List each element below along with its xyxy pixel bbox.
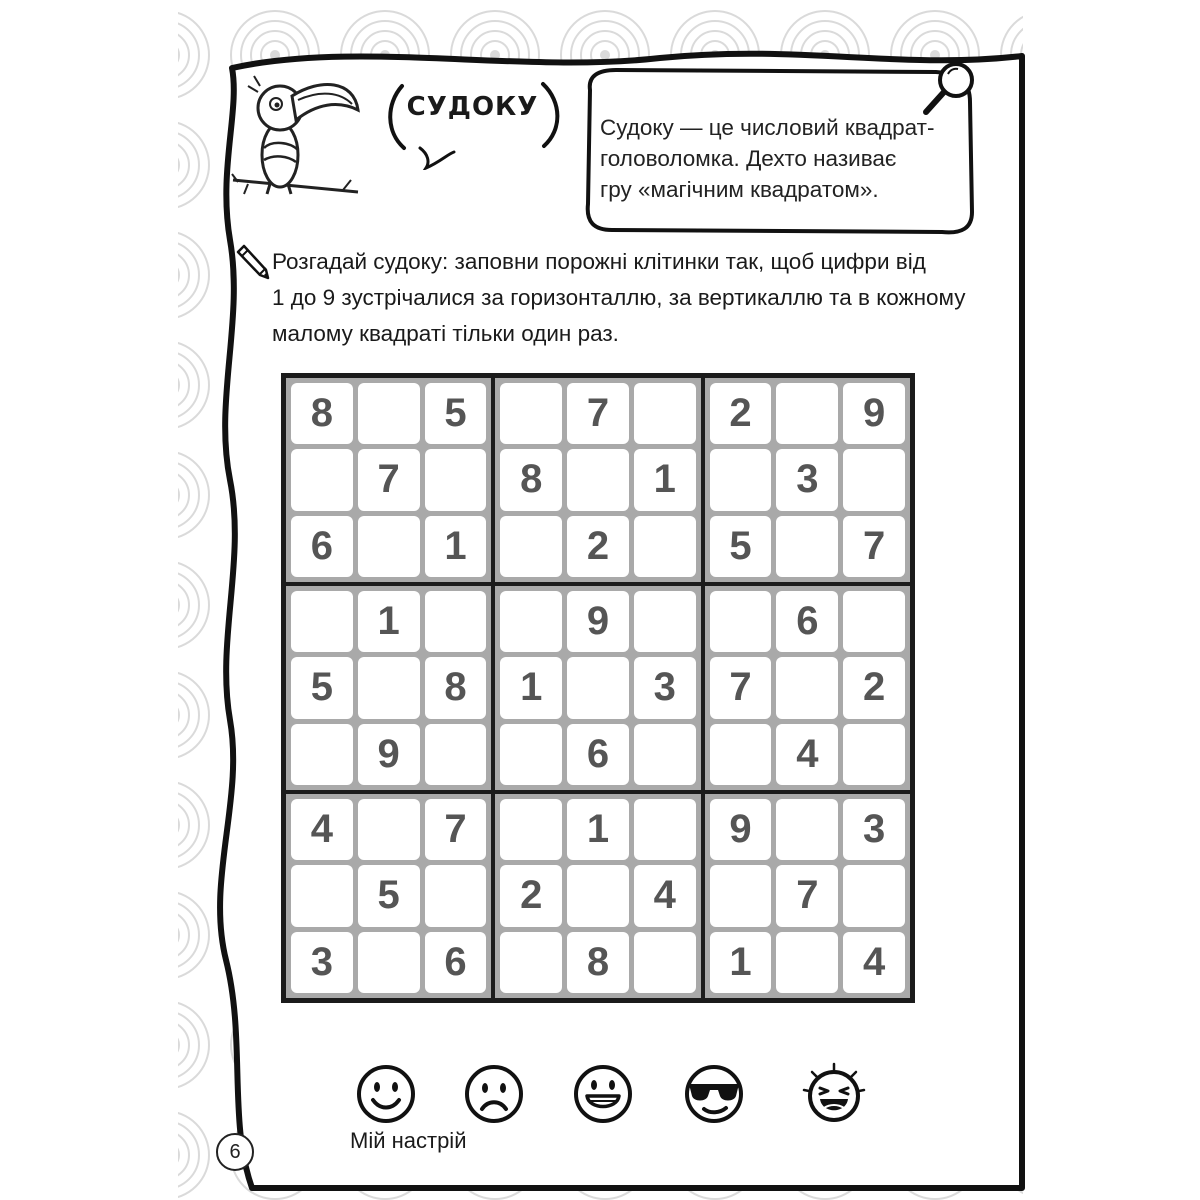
- sudoku-empty-cell[interactable]: [567, 657, 629, 718]
- sudoku-given-cell: 2: [843, 657, 905, 718]
- magnifier-icon: [918, 58, 980, 120]
- sudoku-empty-cell[interactable]: [425, 449, 487, 510]
- sudoku-box: [495, 586, 700, 790]
- sudoku-given-cell: 4: [291, 799, 353, 860]
- sudoku-empty-cell[interactable]: [500, 383, 562, 444]
- sudoku-empty-cell[interactable]: [567, 865, 629, 926]
- sudoku-given-cell: 9: [567, 591, 629, 652]
- sudoku-empty-cell[interactable]: [843, 865, 905, 926]
- sudoku-empty-cell[interactable]: [776, 799, 838, 860]
- sudoku-empty-cell[interactable]: [776, 932, 838, 993]
- sudoku-given-cell: 4: [776, 724, 838, 785]
- sudoku-given-cell: 9: [843, 383, 905, 444]
- sudoku-given-cell: 7: [358, 449, 420, 510]
- mood-label: Мій настрій: [350, 1128, 467, 1153]
- sudoku-box: [705, 586, 910, 790]
- sudoku-empty-cell[interactable]: [500, 516, 562, 577]
- sudoku-given-cell: 8: [425, 657, 487, 718]
- pencil-icon: [236, 240, 272, 280]
- instructions: [272, 244, 966, 352]
- sudoku-given-cell: 1: [425, 516, 487, 577]
- sudoku-given-cell: 2: [500, 865, 562, 926]
- sudoku-box: [495, 794, 700, 998]
- sudoku-empty-cell[interactable]: [710, 449, 772, 510]
- mood-icons: [340, 1058, 900, 1138]
- sudoku-given-cell: 5: [710, 516, 772, 577]
- sudoku-empty-cell[interactable]: [425, 591, 487, 652]
- sudoku-given-cell: 8: [567, 932, 629, 993]
- sudoku-given-cell: 5: [425, 383, 487, 444]
- sudoku-empty-cell[interactable]: [425, 865, 487, 926]
- sudoku-given-cell: 7: [710, 657, 772, 718]
- info-line: гру «магічним квадратом».: [600, 177, 879, 202]
- sudoku-given-cell: 7: [843, 516, 905, 577]
- sudoku-given-cell: 7: [776, 865, 838, 926]
- sudoku-given-cell: 8: [500, 449, 562, 510]
- sudoku-empty-cell[interactable]: [710, 591, 772, 652]
- sudoku-given-cell: 8: [291, 383, 353, 444]
- sudoku-empty-cell[interactable]: [843, 724, 905, 785]
- instruction-line: малому квадраті тільки один раз.: [272, 321, 619, 346]
- sudoku-given-cell: 7: [425, 799, 487, 860]
- toucan-mascot-icon: [228, 70, 363, 220]
- sudoku-empty-cell[interactable]: [710, 724, 772, 785]
- sudoku-empty-cell[interactable]: [634, 516, 696, 577]
- sudoku-given-cell: 1: [358, 591, 420, 652]
- instruction-line: 1 до 9 зустрічалися за горизонталлю, за вертикаллю та в кожному: [272, 285, 966, 310]
- sudoku-empty-cell[interactable]: [776, 657, 838, 718]
- page-number: 6: [216, 1133, 254, 1171]
- sudoku-empty-cell[interactable]: [358, 383, 420, 444]
- sudoku-empty-cell[interactable]: [634, 591, 696, 652]
- info-line: головоломка. Дехто називає: [600, 146, 897, 171]
- sudoku-empty-cell[interactable]: [567, 449, 629, 510]
- sudoku-empty-cell[interactable]: [843, 591, 905, 652]
- sudoku-grid: [281, 373, 915, 1003]
- instruction-line: Розгадай судоку: заповни порожні клітинки так, щоб цифри від: [272, 249, 926, 274]
- sudoku-box: [705, 378, 910, 582]
- sudoku-given-cell: 9: [710, 799, 772, 860]
- sudoku-empty-cell[interactable]: [291, 865, 353, 926]
- laughing-icon[interactable]: [798, 1058, 870, 1130]
- sudoku-given-cell: 3: [843, 799, 905, 860]
- sudoku-given-cell: 1: [567, 799, 629, 860]
- info-line: Судоку — це числовий квадрат-: [600, 115, 935, 140]
- sudoku-given-cell: 6: [567, 724, 629, 785]
- sudoku-empty-cell[interactable]: [776, 383, 838, 444]
- grin-icon[interactable]: [567, 1058, 639, 1130]
- sudoku-empty-cell[interactable]: [358, 932, 420, 993]
- page-title: СУДОКУ: [406, 92, 539, 122]
- sudoku-given-cell: 3: [776, 449, 838, 510]
- sudoku-empty-cell[interactable]: [425, 724, 487, 785]
- sudoku-given-cell: 6: [425, 932, 487, 993]
- sudoku-empty-cell[interactable]: [291, 449, 353, 510]
- sudoku-empty-cell[interactable]: [634, 724, 696, 785]
- sudoku-empty-cell[interactable]: [358, 657, 420, 718]
- sudoku-given-cell: 6: [291, 516, 353, 577]
- sudoku-box: [495, 378, 700, 582]
- sudoku-empty-cell[interactable]: [291, 591, 353, 652]
- sudoku-box: [286, 378, 491, 582]
- sudoku-given-cell: 3: [634, 657, 696, 718]
- sudoku-given-cell: 2: [710, 383, 772, 444]
- sudoku-given-cell: 5: [358, 865, 420, 926]
- sad-icon[interactable]: [458, 1058, 530, 1130]
- sudoku-empty-cell[interactable]: [358, 799, 420, 860]
- sudoku-empty-cell[interactable]: [776, 516, 838, 577]
- sudoku-empty-cell[interactable]: [634, 383, 696, 444]
- sudoku-given-cell: 4: [843, 932, 905, 993]
- sunglasses-icon[interactable]: [678, 1058, 750, 1130]
- sudoku-given-cell: 7: [567, 383, 629, 444]
- sudoku-given-cell: 1: [500, 657, 562, 718]
- sudoku-box: [286, 794, 491, 998]
- sudoku-empty-cell[interactable]: [500, 591, 562, 652]
- sudoku-given-cell: 6: [776, 591, 838, 652]
- sudoku-given-cell: 1: [634, 449, 696, 510]
- sudoku-empty-cell[interactable]: [500, 799, 562, 860]
- sudoku-empty-cell[interactable]: [291, 724, 353, 785]
- sudoku-empty-cell[interactable]: [843, 449, 905, 510]
- sudoku-empty-cell[interactable]: [634, 932, 696, 993]
- sudoku-box: [705, 794, 910, 998]
- sudoku-given-cell: 9: [358, 724, 420, 785]
- sudoku-given-cell: 2: [567, 516, 629, 577]
- sudoku-empty-cell[interactable]: [634, 799, 696, 860]
- info-text: [600, 112, 940, 205]
- sudoku-box: [286, 586, 491, 790]
- sudoku-empty-cell[interactable]: [500, 724, 562, 785]
- sudoku-given-cell: 4: [634, 865, 696, 926]
- sudoku-empty-cell[interactable]: [710, 865, 772, 926]
- sudoku-given-cell: 5: [291, 657, 353, 718]
- sudoku-given-cell: 3: [291, 932, 353, 993]
- sudoku-empty-cell[interactable]: [500, 932, 562, 993]
- sudoku-given-cell: 1: [710, 932, 772, 993]
- smile-icon[interactable]: [350, 1058, 422, 1130]
- sudoku-empty-cell[interactable]: [358, 516, 420, 577]
